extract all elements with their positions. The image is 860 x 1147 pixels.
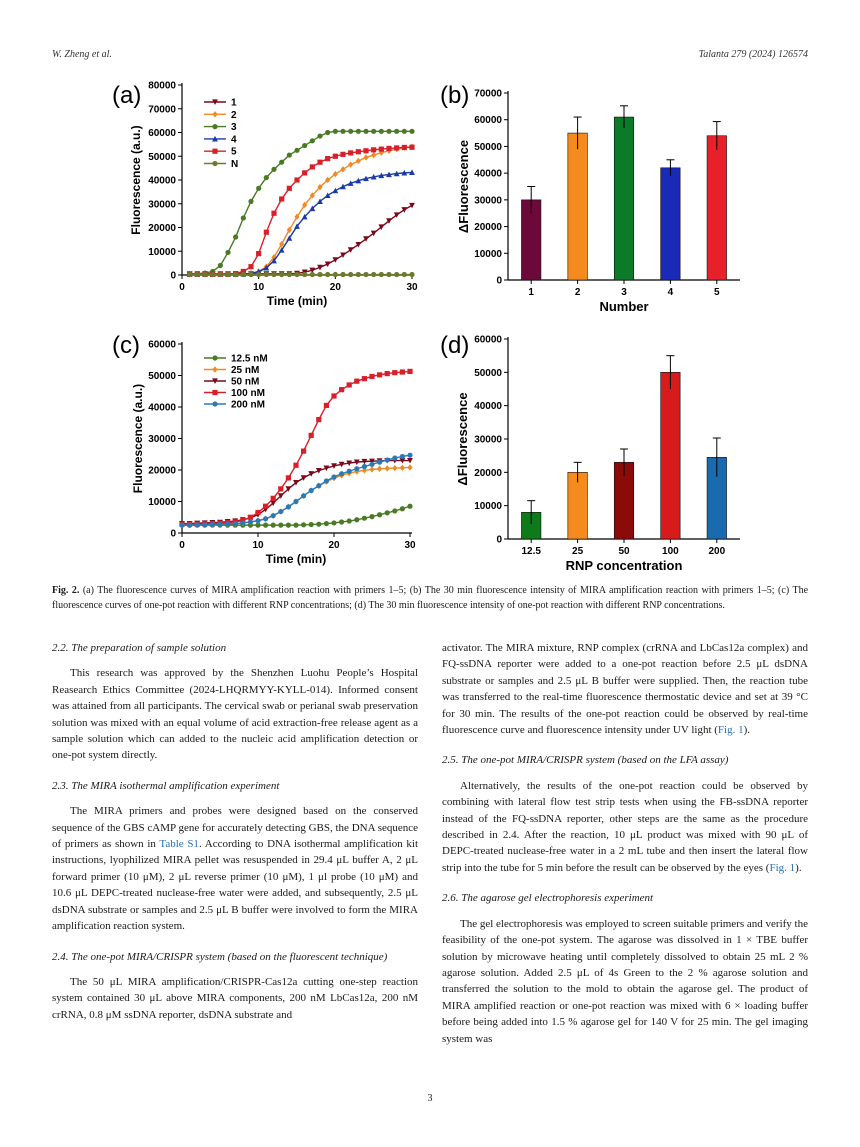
y-axis-label: ΔFluorescence bbox=[456, 139, 471, 234]
y-tick-label: 30000 bbox=[148, 434, 176, 445]
data-point bbox=[348, 150, 353, 155]
data-point bbox=[325, 130, 330, 135]
data-point bbox=[354, 379, 359, 384]
data-point bbox=[309, 488, 314, 493]
y-tick-label: 20000 bbox=[474, 222, 502, 234]
y-tick-label: 10000 bbox=[148, 497, 176, 508]
data-point bbox=[225, 521, 230, 526]
data-point bbox=[385, 371, 390, 376]
y-tick-label: 0 bbox=[170, 528, 176, 540]
data-point bbox=[392, 370, 397, 375]
data-point bbox=[340, 129, 345, 134]
left-column bbox=[52, 640, 418, 1023]
data-point bbox=[347, 382, 352, 387]
y-tick-label: 0 bbox=[170, 270, 176, 282]
legend-marker bbox=[212, 149, 217, 154]
data-point bbox=[210, 522, 215, 527]
data-point bbox=[363, 154, 368, 160]
data-point bbox=[301, 522, 306, 527]
data-point bbox=[316, 483, 321, 488]
data-point bbox=[402, 145, 407, 150]
data-point bbox=[369, 374, 374, 379]
data-point bbox=[348, 272, 353, 277]
data-point bbox=[255, 510, 260, 515]
section-2-4-continued bbox=[442, 640, 808, 738]
x-tick-label: 10 bbox=[252, 540, 264, 551]
bar bbox=[661, 372, 680, 539]
x-tick-label: 30 bbox=[404, 540, 416, 551]
data-point bbox=[255, 518, 260, 523]
data-point bbox=[354, 466, 359, 471]
data-point bbox=[347, 469, 352, 474]
data-point bbox=[354, 517, 359, 522]
data-point bbox=[271, 523, 276, 528]
x-tick-label: 20 bbox=[328, 540, 340, 551]
legend-entry: 3 bbox=[231, 122, 237, 134]
data-point bbox=[339, 519, 344, 524]
data-point bbox=[325, 272, 330, 277]
data-point bbox=[333, 272, 338, 277]
data-point bbox=[279, 272, 284, 277]
x-tick-label: 200 bbox=[708, 546, 726, 557]
data-point bbox=[263, 523, 268, 528]
data-point bbox=[369, 466, 374, 472]
x-axis-label: Time (min) bbox=[265, 552, 327, 566]
legend-entry: 200 nM bbox=[231, 399, 265, 411]
data-point bbox=[302, 272, 307, 277]
data-point bbox=[394, 272, 399, 277]
data-point bbox=[369, 462, 374, 467]
data-point bbox=[400, 465, 405, 471]
data-point bbox=[256, 272, 261, 277]
x-tick-label: 30 bbox=[406, 282, 418, 293]
data-point bbox=[394, 145, 399, 150]
data-point bbox=[187, 523, 192, 528]
x-tick-label: 0 bbox=[179, 540, 185, 551]
data-point bbox=[248, 199, 253, 204]
data-point bbox=[233, 521, 238, 526]
data-point bbox=[286, 475, 291, 480]
legend-entry: 5 bbox=[231, 146, 237, 158]
section-2-4-heading: 2.4. The one-pot MIRA/CRISPR system (based on the fluorescent technique) bbox=[52, 950, 388, 963]
y-tick-label: 10000 bbox=[148, 246, 176, 258]
data-point bbox=[340, 252, 346, 258]
data-point bbox=[310, 138, 315, 143]
data-point bbox=[363, 148, 368, 153]
legend-entry: 100 nM bbox=[231, 388, 265, 399]
y-tick-label: 20000 bbox=[148, 465, 176, 477]
section-2-5-heading: 2.5. The one-pot MIRA/CRISPR system (based on the LFA assay) bbox=[442, 754, 729, 767]
data-point bbox=[264, 230, 269, 235]
x-tick-label: 20 bbox=[329, 282, 341, 293]
data-point bbox=[301, 493, 306, 498]
panel-c-line-chart bbox=[112, 332, 416, 566]
x-axis-label: RNP concentration bbox=[565, 558, 683, 573]
data-point bbox=[371, 129, 376, 134]
data-point bbox=[407, 504, 412, 509]
y-tick-label: 50000 bbox=[474, 367, 502, 379]
data-point bbox=[356, 158, 361, 164]
data-point bbox=[371, 152, 376, 158]
bar bbox=[707, 136, 726, 280]
y-tick-label: 30000 bbox=[474, 434, 502, 446]
data-point bbox=[400, 369, 405, 374]
data-point bbox=[325, 156, 330, 161]
x-axis-label: Number bbox=[599, 299, 649, 314]
section-2-2-heading: 2.2. The preparation of sample solution bbox=[52, 642, 227, 654]
data-point bbox=[377, 512, 382, 517]
data-point bbox=[218, 263, 223, 268]
table-s1-link[interactable]: Table S1 bbox=[159, 838, 199, 851]
data-point bbox=[195, 522, 200, 527]
figure-caption bbox=[52, 583, 808, 613]
legend-entry: 50 nM bbox=[231, 376, 260, 388]
panel-a-line-chart bbox=[112, 81, 418, 309]
data-point bbox=[210, 272, 215, 277]
x-tick-label: 10 bbox=[253, 282, 265, 293]
x-tick-label: 100 bbox=[662, 546, 679, 557]
data-point bbox=[331, 520, 336, 525]
data-point bbox=[362, 464, 367, 469]
y-tick-label: 40000 bbox=[474, 168, 502, 180]
data-point bbox=[379, 272, 384, 277]
legend-entry: 25 nM bbox=[231, 365, 260, 376]
data-point bbox=[363, 129, 368, 134]
x-tick-label: 4 bbox=[667, 287, 674, 298]
data-point bbox=[386, 272, 391, 277]
y-tick-label: 60000 bbox=[474, 115, 502, 127]
data-point bbox=[409, 145, 414, 150]
panel-label: (a) bbox=[112, 82, 142, 109]
y-axis-label: ΔFluorescence bbox=[455, 392, 470, 486]
figure-caption-text: (a) The fluorescence curves of MIRA amplification reaction with primers 1–5; (b) The 30 min fluorescence intensity of MIRA amplification reaction with primers 1–5; (c) The fluorescence curves of one-pot reaction with different RNP concentrations; (d) The 30 min fluorescence intensity of one-pot reaction with different RNP concentrations. bbox=[52, 585, 809, 611]
data-point bbox=[339, 471, 344, 476]
data-point bbox=[324, 521, 329, 526]
legend-marker bbox=[212, 111, 217, 117]
legend-marker bbox=[212, 161, 217, 166]
legend-marker bbox=[212, 390, 217, 395]
data-point bbox=[409, 129, 414, 134]
legend-entry: 2 bbox=[231, 109, 237, 121]
data-point bbox=[294, 177, 299, 182]
data-point bbox=[333, 129, 338, 134]
data-point bbox=[317, 133, 322, 138]
legend-marker bbox=[212, 124, 217, 129]
data-point bbox=[187, 272, 192, 277]
y-tick-label: 60000 bbox=[474, 334, 502, 346]
data-point bbox=[217, 522, 222, 527]
y-tick-label: 50000 bbox=[148, 151, 176, 163]
section-2-6-heading: 2.6. The agarose gel electrophoresis experiment bbox=[442, 892, 654, 905]
data-point bbox=[271, 513, 276, 518]
data-point bbox=[263, 516, 268, 521]
data-point bbox=[379, 129, 384, 134]
data-point bbox=[340, 152, 345, 157]
data-point bbox=[377, 460, 382, 465]
data-point bbox=[248, 264, 253, 269]
series-line bbox=[190, 205, 412, 273]
data-point bbox=[225, 250, 230, 255]
bar bbox=[614, 117, 633, 280]
data-point bbox=[362, 376, 367, 381]
data-point bbox=[371, 147, 376, 152]
data-point bbox=[271, 496, 276, 501]
data-point bbox=[202, 272, 207, 277]
data-point bbox=[293, 499, 298, 504]
data-point bbox=[324, 478, 329, 483]
data-point bbox=[310, 272, 315, 277]
data-point bbox=[392, 508, 397, 513]
y-tick-label: 60000 bbox=[148, 128, 176, 139]
x-tick-label: 50 bbox=[618, 546, 630, 557]
data-point bbox=[309, 433, 314, 438]
data-point bbox=[392, 455, 397, 460]
x-axis-label: Time (min) bbox=[266, 294, 328, 308]
data-point bbox=[286, 504, 291, 509]
data-point bbox=[279, 196, 284, 201]
data-point bbox=[331, 474, 336, 479]
section-2-3-paragraph bbox=[52, 803, 418, 934]
data-point bbox=[317, 272, 322, 277]
data-point bbox=[356, 149, 361, 154]
x-tick-label: 0 bbox=[179, 282, 185, 293]
y-tick-label: 50000 bbox=[474, 141, 502, 153]
data-point bbox=[386, 129, 391, 134]
x-tick-label: 5 bbox=[714, 287, 720, 298]
data-point bbox=[287, 272, 292, 277]
data-point bbox=[385, 510, 390, 515]
data-point bbox=[308, 471, 314, 477]
y-tick-label: 10000 bbox=[474, 248, 502, 260]
y-tick-label: 60000 bbox=[148, 339, 176, 351]
data-point bbox=[402, 129, 407, 134]
y-axis-label: Fluorescence (a.u.) bbox=[129, 125, 143, 235]
data-point bbox=[287, 186, 292, 191]
data-point bbox=[301, 475, 307, 481]
data-point bbox=[294, 148, 299, 153]
data-point bbox=[316, 417, 321, 422]
data-point bbox=[248, 515, 253, 520]
y-tick-label: 70000 bbox=[474, 88, 502, 100]
data-point bbox=[379, 147, 384, 152]
data-point bbox=[278, 523, 283, 528]
p24cont-text-a: activator. The MIRA mixture, RNP complex (crRNA and LbCas12a complex) and FQ-ssDNA reporter were added to a one-pot reaction before 2.5 μL dsDNA substrate or samples and 2.5 μL B buffer were supplied. Then, the reaction tube was transferred to the real-time fluorescence thermostatic device and set at 39 °C for 30 min. The results of the one-pot reaction could be observed by real-time fluorescence curve and fluorescence intensity under UV light ( bbox=[442, 642, 808, 737]
data-point bbox=[348, 161, 353, 167]
data-point bbox=[363, 272, 368, 277]
page-number: 3 bbox=[427, 1093, 433, 1104]
y-tick-label: 40000 bbox=[148, 402, 176, 414]
y-tick-label: 50000 bbox=[148, 371, 176, 382]
data-point bbox=[241, 215, 246, 220]
legend-entry: 4 bbox=[231, 134, 237, 146]
series-line bbox=[182, 467, 410, 525]
data-point bbox=[347, 518, 352, 523]
section-2-2-paragraph: This research was approved by the Shenzhen Luohu People’s Hospital Reasearch Ethics Committee (2024-LHQRMYY-KYLL-014). Informed consent was attained from all participants. The cervical swab or perianal swab preservation solution was mixed with an equal volume of acid extraction-free release agent as a sample solution which can added to the nucleic acid amplification detection or one-pot system directly. bbox=[52, 667, 418, 762]
running-header-authors: W. Zheng et al. bbox=[52, 49, 112, 60]
data-point bbox=[271, 167, 276, 172]
x-tick-label: 12.5 bbox=[521, 546, 541, 557]
p24cont-text-b: ). bbox=[743, 724, 751, 737]
y-tick-label: 0 bbox=[496, 534, 502, 546]
fig-1-link-2[interactable]: Fig. 1 bbox=[769, 861, 796, 874]
data-point bbox=[407, 453, 412, 458]
data-point bbox=[340, 166, 345, 172]
y-tick-label: 10000 bbox=[474, 501, 502, 513]
p25-text-b: ). bbox=[795, 861, 802, 874]
right-column bbox=[442, 640, 808, 1047]
data-point bbox=[278, 509, 283, 514]
running-header-journal: Talanta 279 (2024) 126574 bbox=[698, 49, 808, 60]
data-point bbox=[195, 272, 200, 277]
data-point bbox=[202, 522, 207, 527]
data-point bbox=[248, 519, 253, 524]
data-point bbox=[225, 272, 230, 277]
data-point bbox=[402, 272, 407, 277]
series-line bbox=[190, 147, 412, 275]
data-point bbox=[407, 369, 412, 374]
data-point bbox=[394, 129, 399, 134]
panel-d-bar-chart bbox=[440, 332, 740, 573]
panel-label: (b) bbox=[440, 82, 470, 109]
data-point bbox=[332, 257, 338, 263]
data-point bbox=[278, 486, 283, 491]
fig-1-link[interactable]: Fig. 1 bbox=[717, 724, 744, 737]
legend-entry: 12.5 nM bbox=[231, 353, 268, 365]
data-point bbox=[302, 143, 307, 148]
bar bbox=[661, 168, 680, 280]
series-line bbox=[182, 461, 410, 524]
legend-entry: 1 bbox=[231, 97, 237, 109]
section-2-6-paragraph: The gel electrophoresis was employed to screen suitable primers and verify the feasibility of the one-pot system. The agarose was dissolved in 1 × TBE buffer solution by microwave heating until completely dissolved to obtain 25 mL 2 % agarose solution. Added 2.5 μL of 4s Green to the 2 % agarose solution and transferred the solution to the mold to obtain the agarose gel. The product of MIRA amplified reaction or one-pot reaction was mixed with 6 × loading buffer before being added into 1.5 % agarose gel for 140 V for 25 min. The gel imaging system was bbox=[442, 917, 808, 1045]
figure-2 bbox=[0, 75, 860, 575]
data-point bbox=[264, 175, 269, 180]
data-point bbox=[271, 211, 276, 216]
data-point bbox=[302, 170, 307, 175]
section-2-3-heading: 2.3. The MIRA isothermal amplification experiment bbox=[52, 779, 280, 792]
p25-text-a: Alternatively, the results of the one-pot reaction could be observed by combining with lateral flow test strip tests when using the FB-ssDNA reporter instead of the FQ-ssDNA reporter, other steps are the same as the procedure described in 2.4. After the reaction, 10 μL product was mixed with 90 μL of DEPC-treated nuclease-free water in a 2 mL tube and then insert the lateral flow strip into the tube for 5 min before the result can be observed by the eyes ( bbox=[442, 779, 808, 874]
data-point bbox=[369, 514, 374, 519]
data-point bbox=[392, 465, 397, 471]
data-point bbox=[264, 272, 269, 277]
data-point bbox=[385, 457, 390, 462]
data-point bbox=[339, 387, 344, 392]
x-tick-label: 25 bbox=[572, 546, 584, 557]
x-tick-label: 2 bbox=[574, 287, 581, 298]
x-tick-label: 3 bbox=[621, 287, 627, 298]
data-point bbox=[294, 272, 299, 277]
x-tick-label: 1 bbox=[528, 287, 534, 298]
legend-entry: N bbox=[231, 159, 239, 170]
data-point bbox=[218, 272, 223, 277]
series-line bbox=[190, 172, 412, 274]
data-point bbox=[256, 251, 261, 256]
data-point bbox=[240, 520, 245, 525]
y-tick-label: 0 bbox=[496, 275, 502, 287]
data-point bbox=[325, 192, 331, 198]
data-point bbox=[324, 403, 329, 408]
data-point bbox=[362, 516, 367, 521]
data-point bbox=[293, 523, 298, 528]
data-point bbox=[301, 449, 306, 454]
y-tick-label: 30000 bbox=[148, 199, 176, 211]
data-point bbox=[340, 272, 345, 277]
panel-label: (d) bbox=[440, 332, 470, 359]
data-point bbox=[309, 522, 314, 527]
data-point bbox=[356, 272, 361, 277]
y-tick-label: 40000 bbox=[148, 175, 176, 187]
y-tick-label: 80000 bbox=[148, 80, 176, 92]
data-point bbox=[331, 393, 336, 398]
series-line bbox=[190, 131, 412, 274]
data-point bbox=[293, 463, 298, 468]
data-point bbox=[179, 523, 184, 528]
y-tick-label: 30000 bbox=[474, 195, 502, 207]
data-point bbox=[377, 466, 382, 472]
panel-b-bar-chart bbox=[440, 82, 740, 314]
data-point bbox=[348, 129, 353, 134]
p23-text-b: . According to DNA isothermal amplification kit instructions, lyophilized MIRA pellet was resuspended in 29.4 μL buffer A, 2 μL forward primer (10 μM), 2 μL reverse primer (10 μM), 1 μl probe (10 μM) and 10.6 μL DEPC-treated nuclease-free water were added, and subsequently, 2.5 μL dsDNA substrate or samples and 2.5 μL B buffer were involved to form the MIRA amplification reaction system. bbox=[52, 838, 419, 933]
bar bbox=[568, 133, 587, 280]
data-point bbox=[356, 129, 361, 134]
data-point bbox=[409, 203, 415, 209]
data-point bbox=[407, 464, 412, 470]
p23-text-a: The MIRA primers and probes were designed based on the conserved sequence of the GBS cAMP gene for accurately detecting GBS, the DNA sequence of primers as shown in bbox=[52, 805, 418, 851]
data-point bbox=[286, 523, 291, 528]
data-point bbox=[271, 272, 276, 277]
data-point bbox=[233, 272, 238, 277]
data-point bbox=[333, 154, 338, 159]
data-point bbox=[385, 465, 390, 471]
data-point bbox=[409, 272, 414, 277]
data-point bbox=[400, 454, 405, 459]
legend-marker bbox=[212, 366, 217, 372]
panel-label: (c) bbox=[112, 332, 140, 359]
data-point bbox=[316, 522, 321, 527]
data-point bbox=[386, 146, 391, 151]
data-point bbox=[377, 372, 382, 377]
data-point bbox=[233, 234, 238, 239]
section-2-5-paragraph bbox=[442, 778, 808, 876]
data-point bbox=[310, 164, 315, 169]
y-tick-label: 70000 bbox=[148, 104, 176, 116]
legend-marker bbox=[212, 401, 217, 406]
figure-caption-label: Fig. 2. bbox=[52, 585, 80, 596]
legend-marker bbox=[212, 355, 217, 360]
data-point bbox=[241, 272, 246, 277]
data-point bbox=[287, 152, 292, 157]
data-point bbox=[248, 272, 253, 277]
data-point bbox=[256, 186, 261, 191]
data-point bbox=[317, 160, 322, 165]
data-point bbox=[400, 506, 405, 511]
data-point bbox=[371, 272, 376, 277]
y-tick-label: 40000 bbox=[474, 401, 502, 413]
data-point bbox=[263, 504, 268, 509]
data-point bbox=[279, 160, 284, 165]
section-2-4-paragraph: The 50 μL MIRA amplification/CRISPR-Cas12a cutting one-step reaction system contained 30 μL above MIRA components, 200 nM LbCas12a, 200 nM crRNA, 0.8 μM ssDNA reporter, dsDNA substrate and bbox=[52, 975, 418, 1021]
y-tick-label: 20000 bbox=[474, 467, 502, 479]
y-tick-label: 20000 bbox=[148, 223, 176, 234]
data-point bbox=[332, 188, 338, 194]
y-axis-label: Fluorescence (a.u.) bbox=[131, 383, 145, 494]
